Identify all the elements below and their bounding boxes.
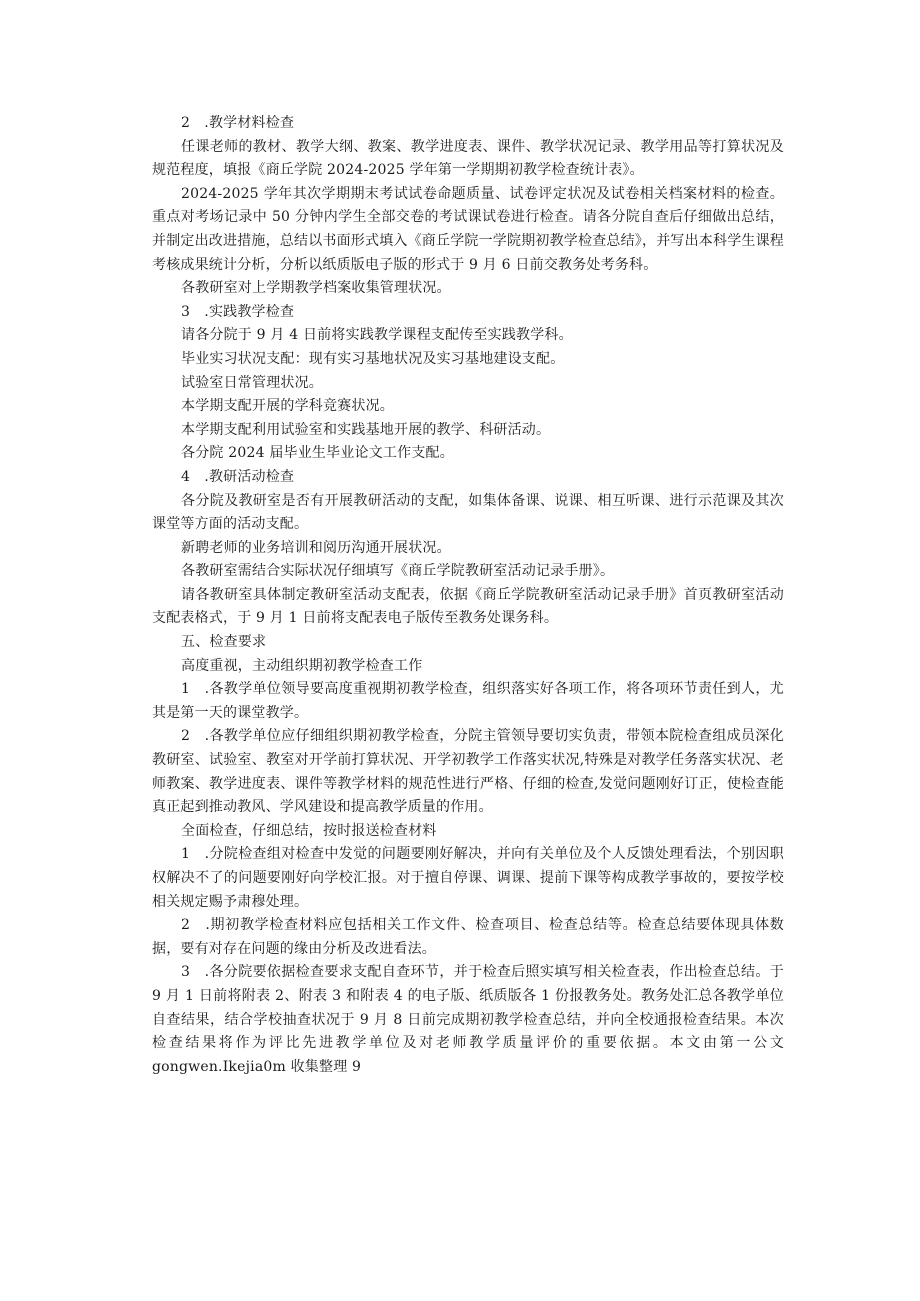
paragraph: 各分院及教研室是否有开展教研活动的支配，如集体备课、说课、相互听课、进行示范课及其次课堂等方面的活动支配。 (152, 492, 784, 533)
paragraph: 1 .各教学单位领导要高度重视期初教学检查，组织落实好各项工作，将各项环节责任到人，尤其是第一天的课堂教学。 (152, 681, 784, 721)
paragraph: 2024-2025 学年其次学期期末考试试卷命题质量、试卷评定状况及试卷相关档案材料的检查。重点对考场记录中 50 分钟内学生全部交卷的考试课试卷进行检查。请各分院自查后仔细做出总结，并制定出改进措施，总结以书面形式填入《商丘学院一学院期初教学检查总结》，并写出本科学生课程考核成果统计分析，分析以纸质版电子版的形式于 9 月 6 日前交教务处考务科。 (152, 185, 784, 273)
paragraph: 本学期支配利用试验室和实践基地开展的教学、科研活动。 (181, 421, 551, 438)
subheading: 全面检查，仔细总结，按时报送检查材料 (181, 822, 437, 839)
section-heading-research-activities: 4 .教研活动检查 (181, 468, 295, 485)
subheading: 高度重视，主动组织期初教学检查工作 (181, 657, 423, 674)
paragraph: 新聘老师的业务培训和阅历沟通开展状况。 (181, 539, 451, 556)
paragraph: 1 .分院检查组对检查中发觉的问题要刚好解决，并向有关单位及个人反馈处理看法，个别因职权解决不了的问题要刚好向学校汇报。对于擅自停课、调课、提前下课等构成教学事故的，要按学校相关规定赐予肃穆处理。 (152, 846, 784, 910)
paragraph: 毕业实习状况支配：现有实习基地状况及实习基地建设支配。 (181, 350, 565, 367)
paragraph: 各分院 2024 届毕业生毕业论文工作支配。 (181, 445, 454, 462)
paragraph: 2 .各教学单位应仔细组织期初教学检查，分院主管领导要切实负责，带领本院检查组成员深化教研室、试验室、教室对开学前打算状况、开学初教学工作落实状况,特殊是对教学任务落实状况、老师教案、教学进度表、课件等教学材料的规范性进行严格、仔细的检查,发觉问题刚好订正，使检查能真正起到推动教风、学风建设和提高教学质量的作用。 (152, 728, 784, 816)
paragraph: 试验室日常管理状况。 (181, 374, 323, 391)
paragraph: 本学期支配开展的学科竞赛状况。 (181, 398, 394, 415)
paragraph: 2 .期初教学检查材料应包括相关工作文件、检查项目、检查总结等。检查总结要体现具体数据，要有对存在问题的缘由分析及改进看法。 (152, 917, 784, 957)
document-page (152, 112, 784, 1079)
section-heading-teaching-materials: 2 .教学材料检查 (181, 115, 295, 131)
section-heading-inspection-requirements: 五、检查要求 (181, 634, 267, 651)
paragraph: 3 .各分院要依据检查要求支配自查环节，并于检查后照实填写相关检查表，作出检查总结。于 9 月 1 日前将附表 2、附表 3 和附表 4 的电子版、纸质版各 1 份报教务处。教务处汇总各教学单位自查结果，结合学校抽查状况于 9 月 8 日前完成期初教学检查总结，并向全校通报检查结果。本次检查结果将作为评比先进教学单位及对老师教学质量评价的重要依据。本文由第一公文 gongwen.Ikejia0m 收集整理 9 (152, 964, 784, 1075)
section-heading-practice-teaching: 3 .实践教学检查 (181, 303, 295, 320)
paragraph: 请各教研室具体制定教研室活动支配表，依据《商丘学院教研室活动记录手册》首页教研室活动支配表格式，于 9 月 1 日前将支配表电子版传至教务处课务科。 (152, 586, 784, 627)
paragraph: 请各分院于 9 月 4 日前将实践教学课程支配传至实践教学科。 (181, 327, 573, 344)
paragraph: 任课老师的教材、教学大纲、教案、教学进度表、课件、教学状况记录、教学用品等打算状况及规范程度，填报《商丘学院 2024-2025 学年第一学期期初教学检查统计表》。 (152, 138, 784, 179)
paragraph: 各教研室对上学期教学档案收集管理状况。 (181, 280, 451, 297)
paragraph: 各教研室需结合实际状况仔细填写《商丘学院教研室活动记录手册》。 (181, 563, 615, 580)
